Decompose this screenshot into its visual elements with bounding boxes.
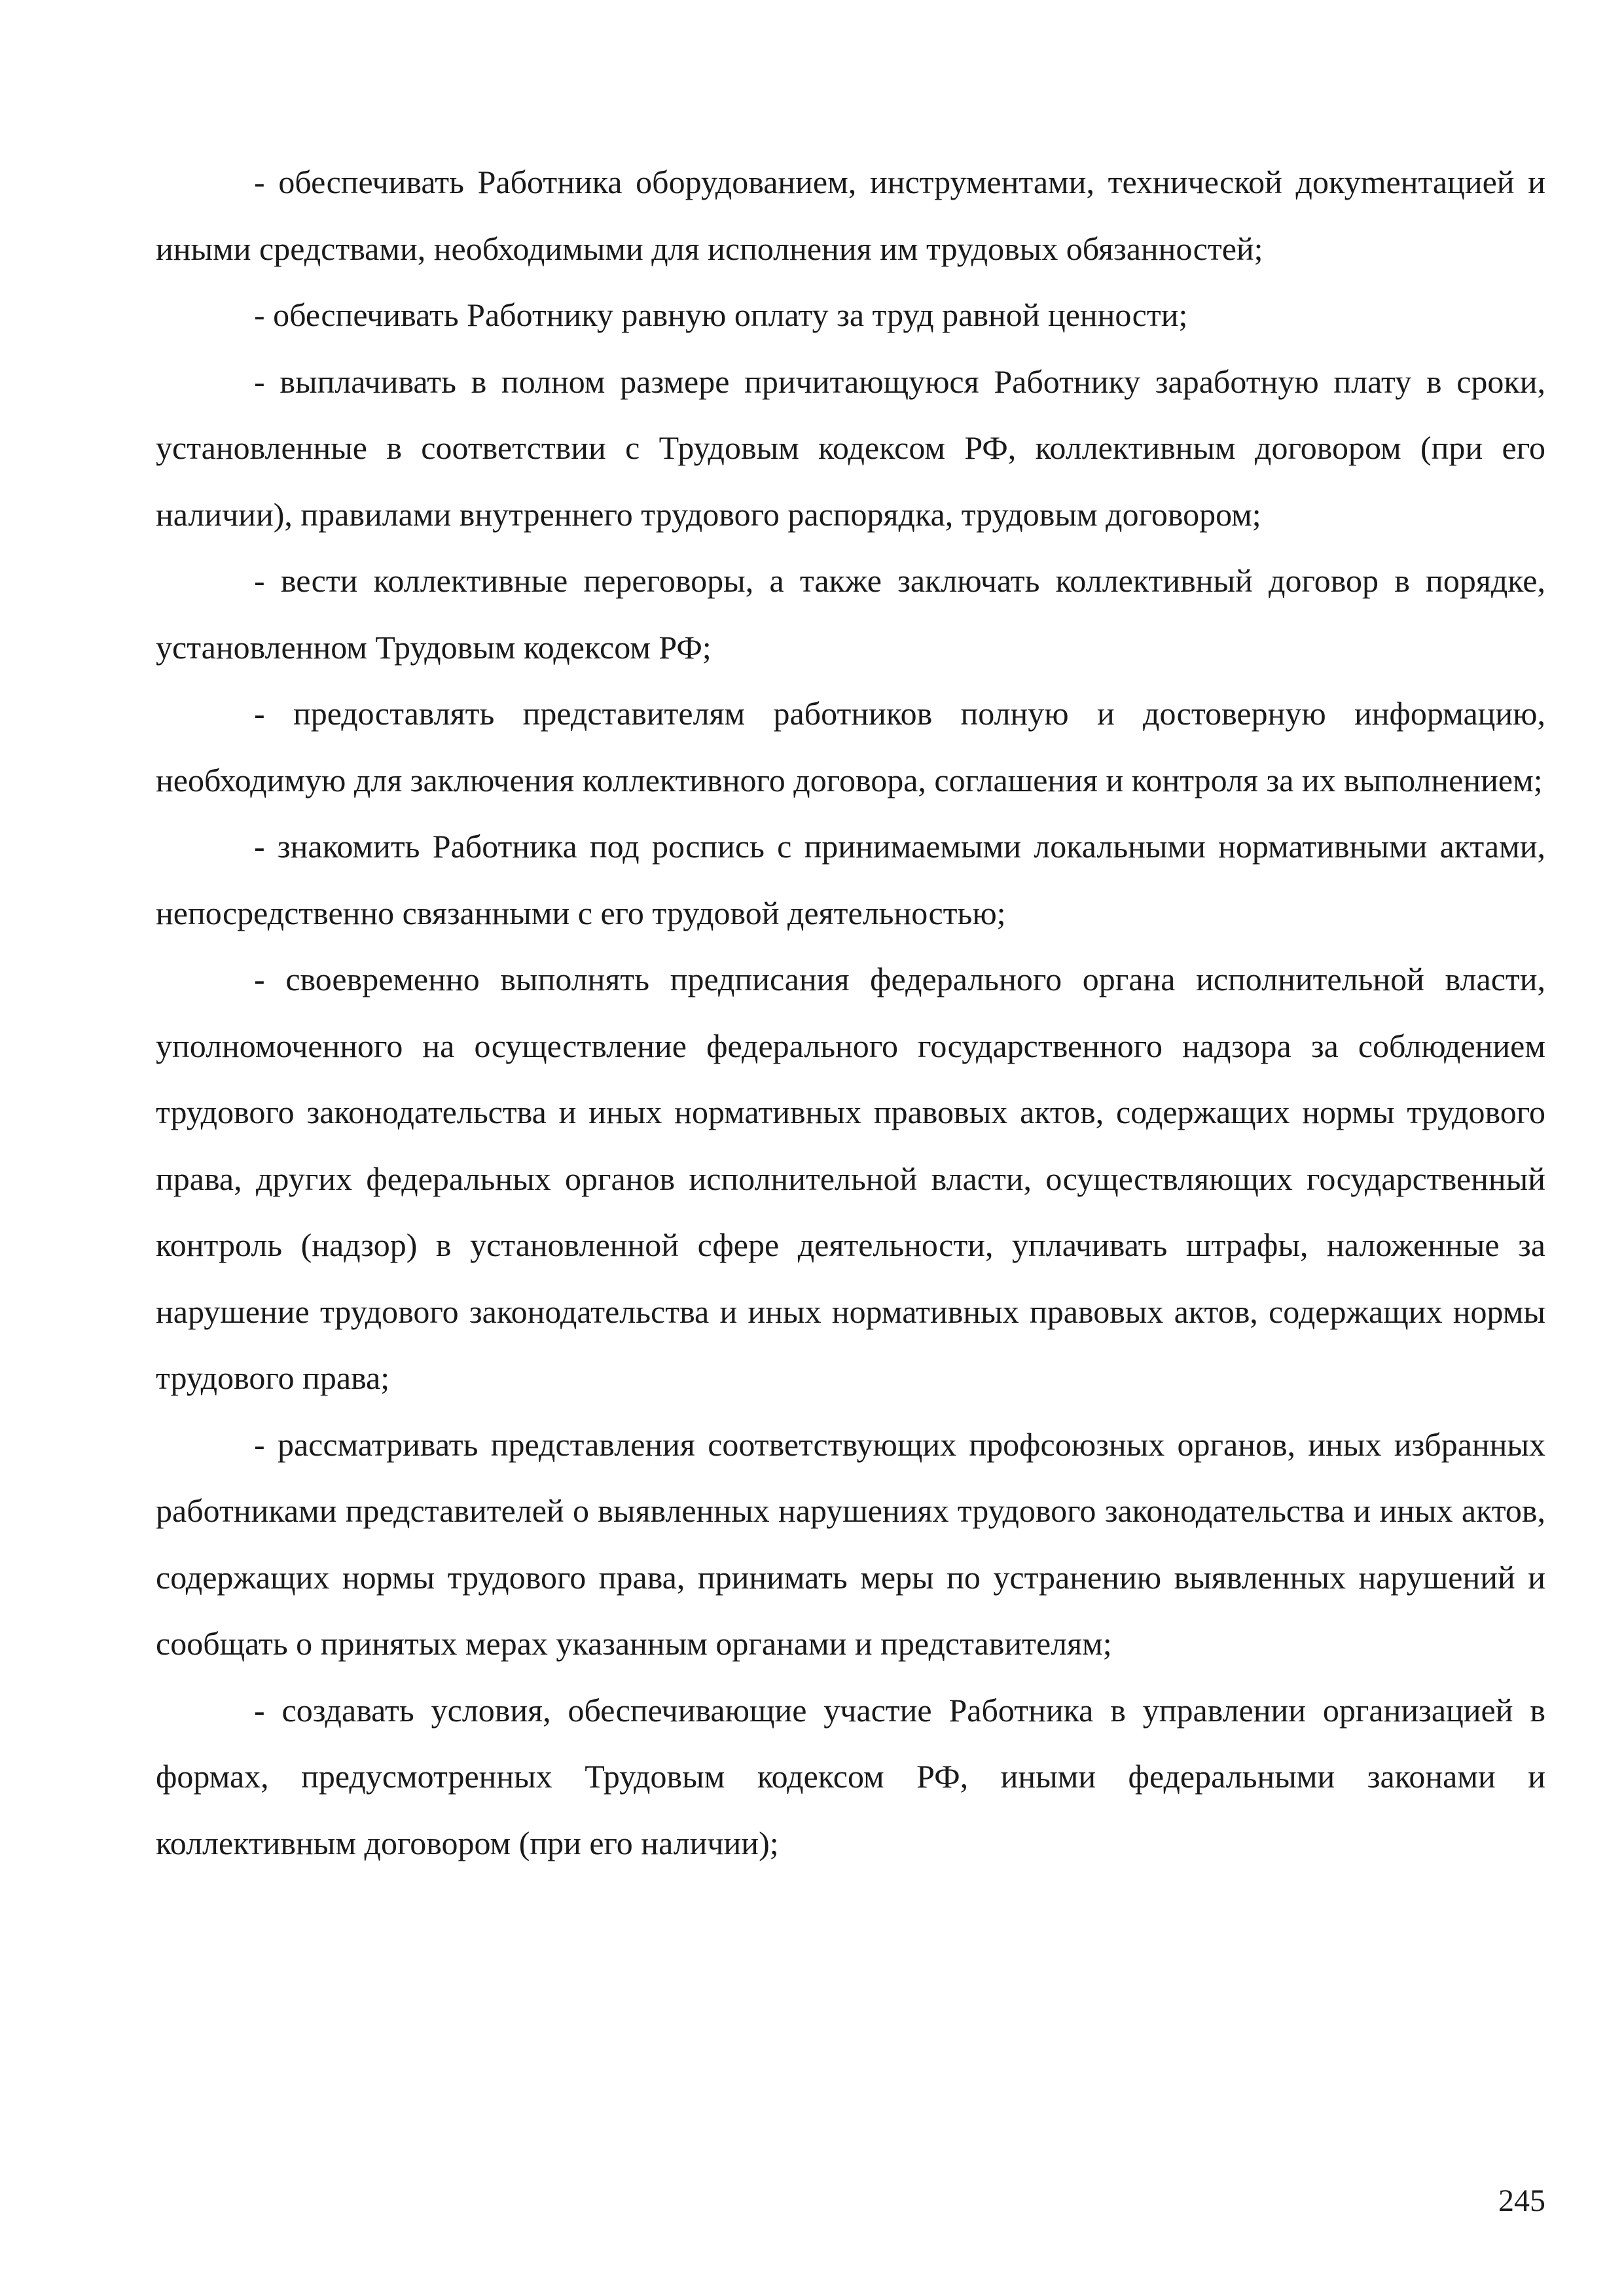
paragraph-equipment: - обеспечивать Работника оборудованием, инструментами, технической докуmентацией и иными средствами, необходимыми для исполнения им трудовых обязанностей; bbox=[156, 164, 1545, 267]
paragraph-local-acts: - знакомить Работника под роспись с принимаемыми локальными нормативными актами, непосредственно связанными с его трудовой деятельностью; bbox=[156, 828, 1545, 931]
paragraph-orders: - своевременно выполнять предписания федерального органа исполнительной власти, уполномоченного на осуществление федерального государственного надзора за соблюдением трудового законодательства и иных нормативных правовых актов, содержащих нормы трудового права, других федеральных органов исполнительной власти, осуществляющих государственный контроль (надзор) в установленной сфере деятельности, уплачивать штрафы, наложенные за нарушение трудового законодательства и иных нормативных правовых актов, содержащих нормы трудового права; bbox=[156, 961, 1545, 1396]
paragraph-representations: - рассматривать представления соответствующих профсоюзных органов, иных избранных работниками представителей о выявленных нарушениях трудового законодательства и иных актов, содержащих нормы трудового права, принимать меры по устранению выявленных нарушений и сообщать о принятых мерах указанным органами и представителям; bbox=[156, 1426, 1545, 1662]
paragraph-salary: - выплачивать в полном размере причитающуюся Работнику заработную плату в сроки, установленные в соответствии с Трудовым кодексом РФ, коллективным договором (при его наличии), правилами внутреннего трудового распорядка, трудовым договором; bbox=[156, 363, 1545, 533]
paragraph-collective-bargaining: - вести коллективные переговоры, а также заключать коллективный договор в порядке, установленном Трудовым кодексом РФ; bbox=[156, 562, 1545, 666]
paragraph-equal-pay: - обеспечивать Работнику равную оплату за труд равной ценности; bbox=[254, 296, 1188, 333]
paragraph-information: - предоставлять представителям работников полную и достоверную информацию, необходимую для заключения коллективного договора, соглашения и контроля за их выполнением; bbox=[156, 695, 1545, 798]
paragraph-participation: - создавать условия, обеспечивающие участие Работника в управлении организацией в формах, предусмотренных Трудовым кодексом РФ, иными федеральными законами и коллективным договором (при его наличии); bbox=[156, 1691, 1545, 1861]
document-body bbox=[156, 149, 1545, 1876]
page-number: 245 bbox=[1498, 2183, 1545, 2218]
